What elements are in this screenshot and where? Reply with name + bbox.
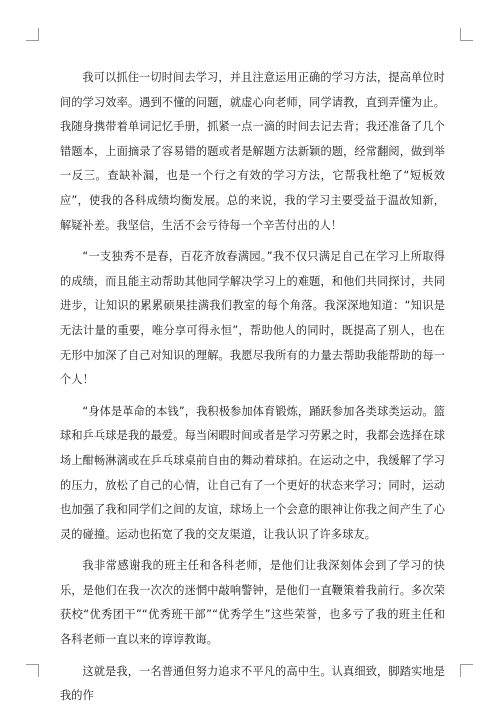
paragraph-thanks-teachers: 我非常感谢我的班主任和各科老师，是他们让我深刻体会到了学习的快乐，是他们在我一次次的迷惘中敲响警钟，是他们一直鞭策着我前行。多次荣获校“优秀团干”“优秀班干部”“优秀学生”这些荣誉，也多亏了我的班主任和各科老师一直以来的谆谆教诲。 <box>60 559 445 647</box>
crop-mark-top-right <box>460 28 473 41</box>
paragraph-sports: “身体是革命的本钱”，我积极参加体育锻炼，踊跃参加各类球类运动。篮球和乒乓球是我的最爱。每当闲暇时间或者是学习劳累之时，我都会选择在球场上酣畅淋漓或在乒乓球桌前自由的舞动着球拍。在运动之中，我缓解了学习的压力，放松了自己的心情，让自己有了一个更好的状态来学习；同时，运动也加强了我和同学们之间的友谊，球场上一个会意的眼神让你我之间产生了心灵的碰撞。运动也拓宽了我的交友渠道，让我认识了许多球友。 <box>60 404 445 541</box>
crop-mark-bottom-left <box>26 664 39 677</box>
paragraph-helping-others: “一支独秀不是春，百花齐放春满园。”我不仅只满足自己在学习上所取得的成绩，而且能主动帮助其他同学解决学习上的难题，和他们共同探讨，共同进步，让知识的累累硕果挂满我们教室的每个角落。我深深地知道：“知识是无法计量的重要，唯分享可得永恒”，帮助他人的同时，既提高了别人，也在无形中加深了自己对知识的理解。我愿尽我所有的力量去帮助我能帮助的每一个人！ <box>60 250 445 387</box>
paragraph-conclusion: 这就是我，一名普通但努力追求不平凡的高中生。认真细致，脚踏实地是我的作 <box>60 664 445 703</box>
document-body <box>60 66 445 716</box>
crop-mark-bottom-right <box>460 664 473 677</box>
crop-mark-top-left <box>26 28 39 41</box>
paragraph-study-methods: 我可以抓住一切时间去学习，并且注意运用正确的学习方法，提高单位时间的学习效率。遇到不懂的问题，就虚心向老师，同学请教，直到弄懂为止。我随身携带着单词记忆手册，抓紧一点一滴的时间去记去背；我还准备了几个错题本，上面摘录了容易错的题或者是解题方法新颖的题，经常翻阅，做到举一反三。查缺补漏，也是一个行之有效的学习方法，它帮我杜绝了“短板效应”，使我的各科成绩均衡发展。总的来说，我的学习主要受益于温故知新，解疑补差。我坚信，生活不会亏待每一个辛苦付出的人！ <box>60 71 445 232</box>
